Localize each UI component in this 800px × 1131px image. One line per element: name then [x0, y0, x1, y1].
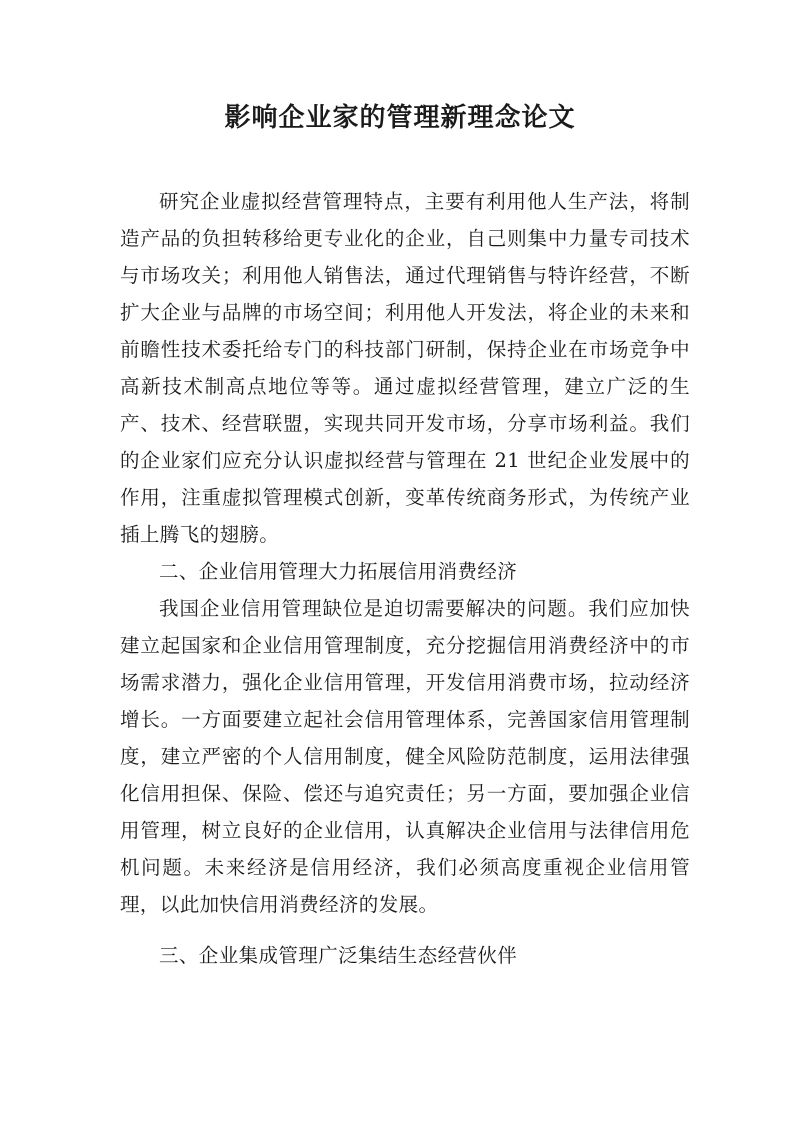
section-heading-credit-management: 二、企业信用管理大力拓展信用消费经济	[159, 560, 518, 583]
paragraph-credit-management: 我国企业信用管理缺位是迫切需要解决的问题。我们应加快建立起国家和企业信用管理制度，充分挖掘信用消费经济中的市场需求潜力，强化企业信用管理，开发信用消费市场，拉动经济增长。一方面要建立起社会信用管理体系，完善国家信用管理制度，建立严密的个人信用制度，健全风险防范制度，运用法律强化信用担保、保险、偿还与追究责任；另一方面，要加强企业信用管理，树立良好的企业信用，认真解决企业信用与法律信用危机问题。未来经济是信用经济，我们必须高度重视企业信用管理，以此加快信用消费经济的发展。	[120, 597, 690, 916]
paragraph-virtual-management: 研究企业虚拟经营管理特点，主要有利用他人生产法，将制造产品的负担转移给更专业化的企业，自己则集中力量专司技术与市场攻关；利用他人销售法，通过代理销售与特许经营，不断扩大企业与品牌的市场空间；利用他人开发法，将企业的未来和前瞻性技术委托给专门的科技部门研制，保持企业在市场竞争中高新技术制高点地位等等。通过虚拟经营管理，建立广泛的生产、技术、经营联盟，实现共同开发市场，分享市场利益。我们的企业家们应充分认识虚拟经营与管理在 21 世纪企业发展中的作用，注重虚拟管理模式创新，变革传统商务形式，为传统产业插上腾飞的翅膀。	[120, 190, 690, 546]
page-title: 影响企业家的管理新理念论文	[224, 103, 576, 133]
document-body	[120, 183, 690, 974]
section-heading-integrated-management: 三、企业集成管理广泛集结生态经营伙伴	[159, 944, 518, 967]
